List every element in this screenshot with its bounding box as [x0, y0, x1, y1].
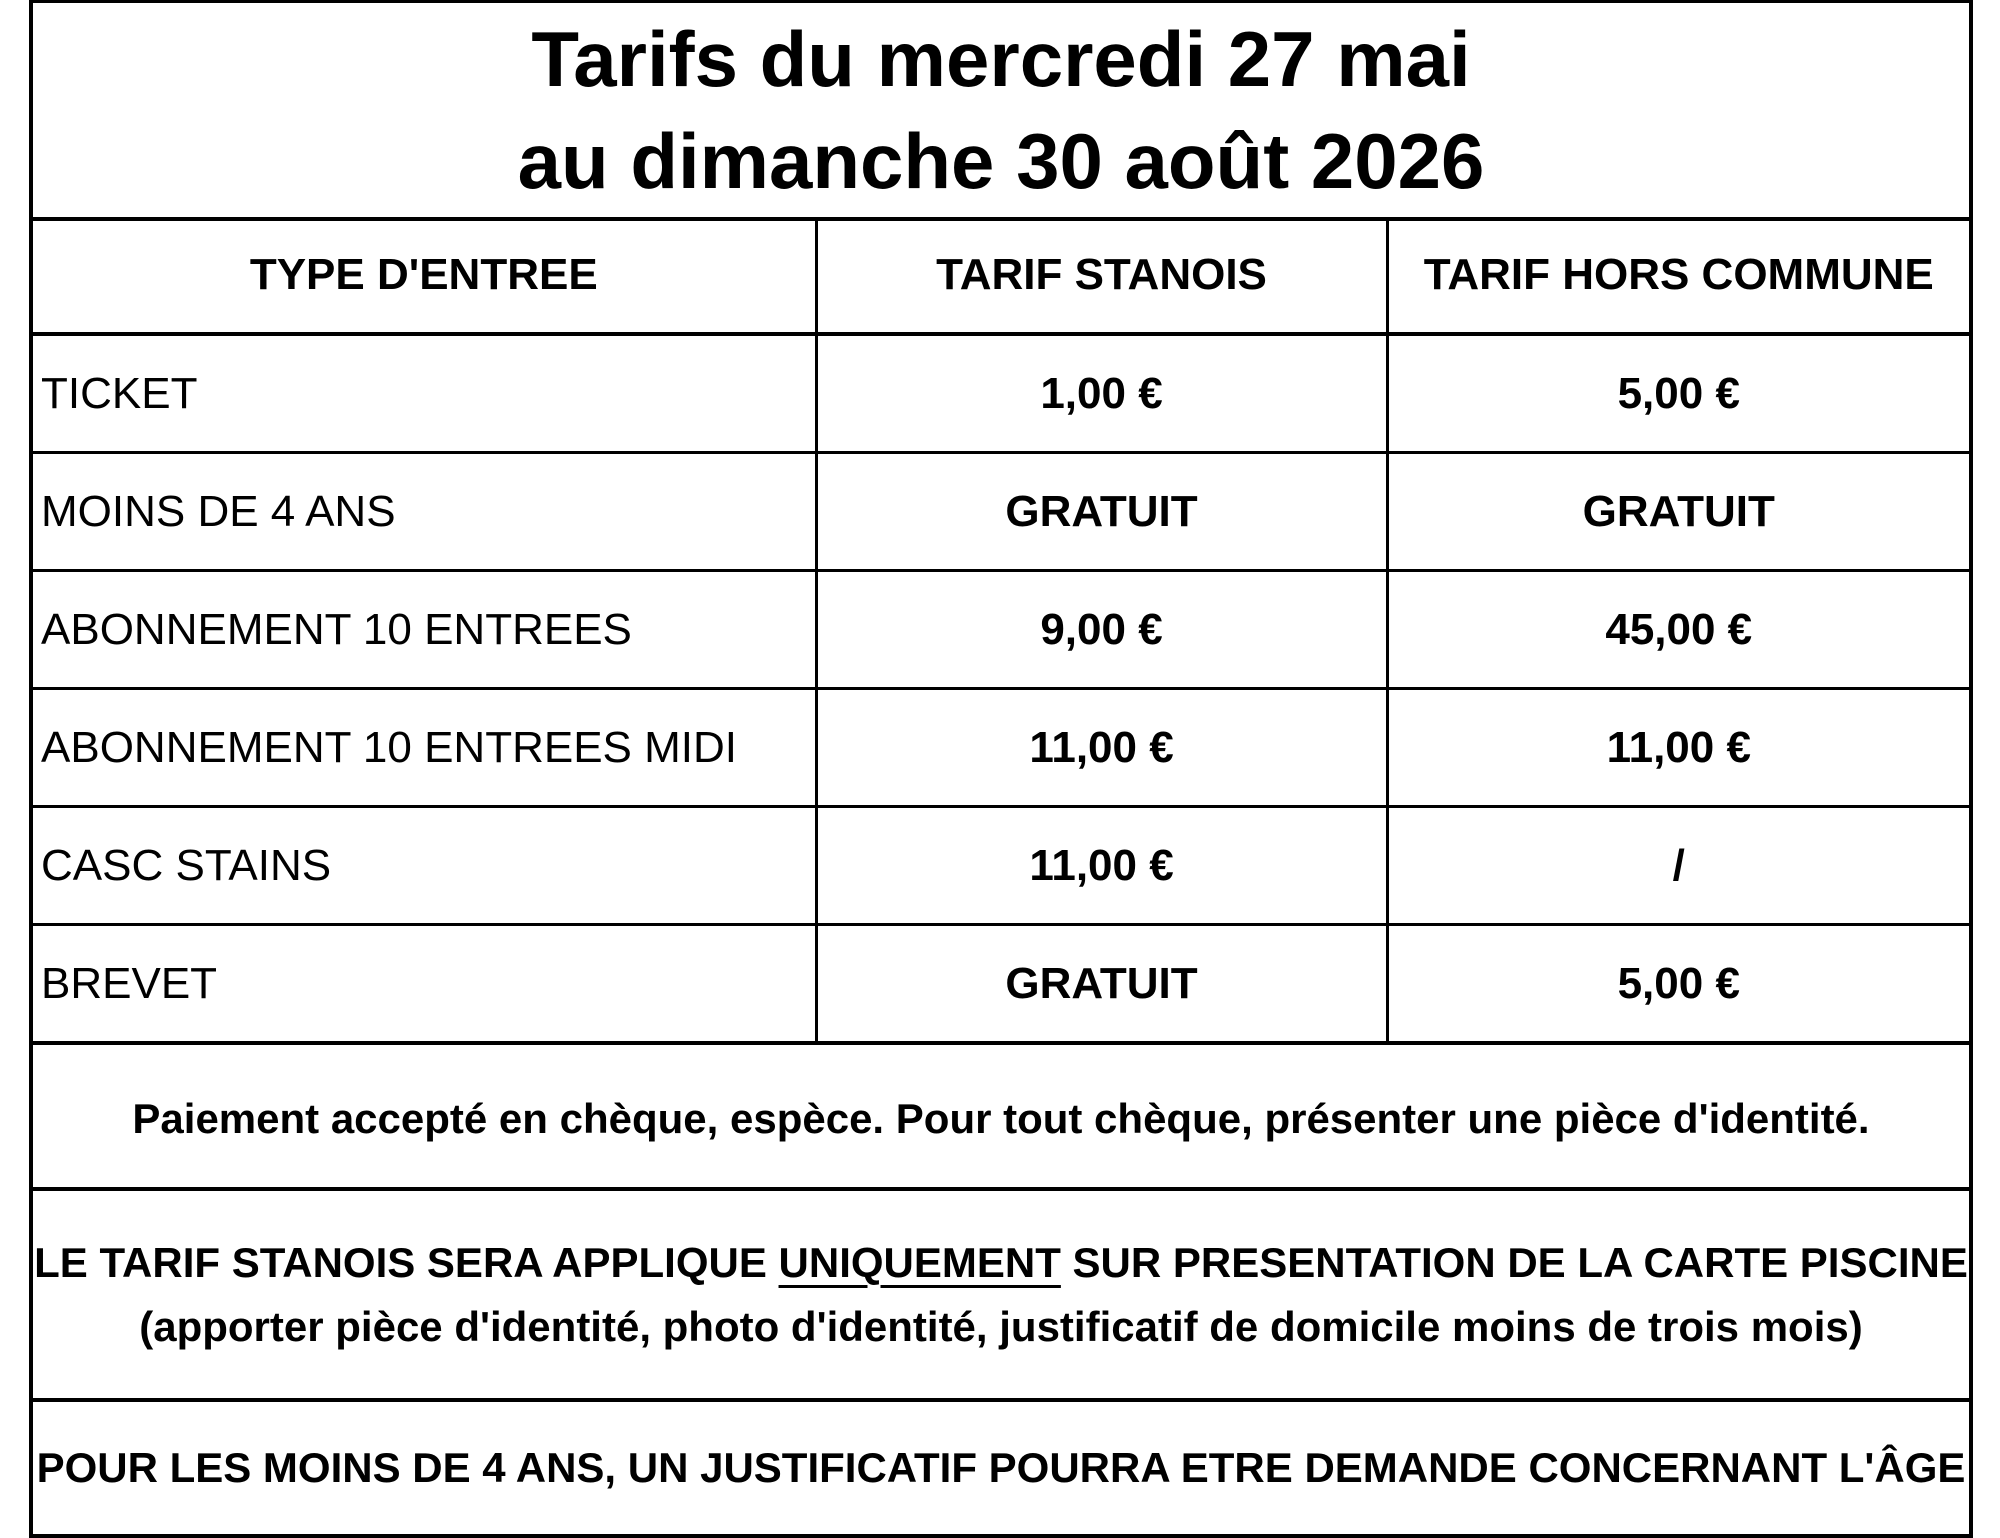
age-proof-note-text: POUR LES MOINS DE 4 ANS, UN JUSTIFICATIF POURRA ETRE DEMANDE CONCERNANT L'ÂGE — [36, 1443, 1966, 1491]
tariff-sheet — [29, 0, 1973, 1538]
tarif-hors-commune-cell: GRATUIT — [1387, 453, 1969, 571]
header-tarif-hors-commune: TARIF HORS COMMUNE — [1387, 217, 1969, 334]
table-row — [33, 689, 1969, 807]
tariff-table — [33, 217, 1969, 1045]
table-row — [33, 334, 1969, 453]
header-tarif-stanois: TARIF STANOIS — [816, 217, 1387, 334]
stanois-conditions-line — [34, 1231, 1968, 1295]
table-row — [33, 571, 1969, 689]
tarif-stanois-cell: 9,00 € — [816, 571, 1387, 689]
tarif-hors-commune-cell: 45,00 € — [1387, 571, 1969, 689]
table-row — [33, 807, 1969, 925]
tarif-stanois-cell: GRATUIT — [816, 925, 1387, 1044]
stanois-conditions-note — [33, 1191, 1969, 1402]
tarif-stanois-cell: 11,00 € — [816, 807, 1387, 925]
age-proof-note — [33, 1402, 1969, 1533]
table-header-row — [33, 217, 1969, 334]
tarif-stanois-cell: 1,00 € — [816, 334, 1387, 453]
tarif-stanois-cell: GRATUIT — [816, 453, 1387, 571]
stanois-conditions-detail: (apporter pièce d'identité, photo d'identité, justificatif de domicile moins de trois mois) — [139, 1302, 1863, 1350]
page-title — [33, 3, 1969, 221]
stanois-conditions-suffix: SUR PRESENTATION DE LA CARTE PISCINE — [1060, 1238, 1968, 1286]
tarif-hors-commune-cell: 5,00 € — [1387, 925, 1969, 1044]
stanois-conditions-prefix: LE TARIF STANOIS SERA APPLIQUE — [34, 1238, 779, 1286]
header-type-entree: TYPE D'ENTREE — [33, 217, 816, 334]
tarif-hors-commune-cell: 5,00 € — [1387, 334, 1969, 453]
tarif-hors-commune-cell: 11,00 € — [1387, 689, 1969, 807]
tarif-hors-commune-cell: / — [1387, 807, 1969, 925]
entry-type-cell: ABONNEMENT 10 ENTREES MIDI — [33, 689, 816, 807]
entry-type-cell: MOINS DE 4 ANS — [33, 453, 816, 571]
payment-note — [33, 1050, 1969, 1191]
payment-note-text: Paiement accepté en chèque, espèce. Pour tout chèque, présenter une pièce d'identité. — [132, 1094, 1870, 1142]
entry-type-cell: ABONNEMENT 10 ENTREES — [33, 571, 816, 689]
stanois-conditions-emphasis: UNIQUEMENT — [778, 1238, 1061, 1286]
table-row — [33, 453, 1969, 571]
table-row — [33, 925, 1969, 1044]
title-line-1: Tarifs du mercredi 27 mai — [531, 15, 1471, 103]
title-line-2: au dimanche 30 août 2026 — [517, 117, 1485, 205]
entry-type-cell: CASC STAINS — [33, 807, 816, 925]
tarif-stanois-cell: 11,00 € — [816, 689, 1387, 807]
entry-type-cell: TICKET — [33, 334, 816, 453]
entry-type-cell: BREVET — [33, 925, 816, 1044]
